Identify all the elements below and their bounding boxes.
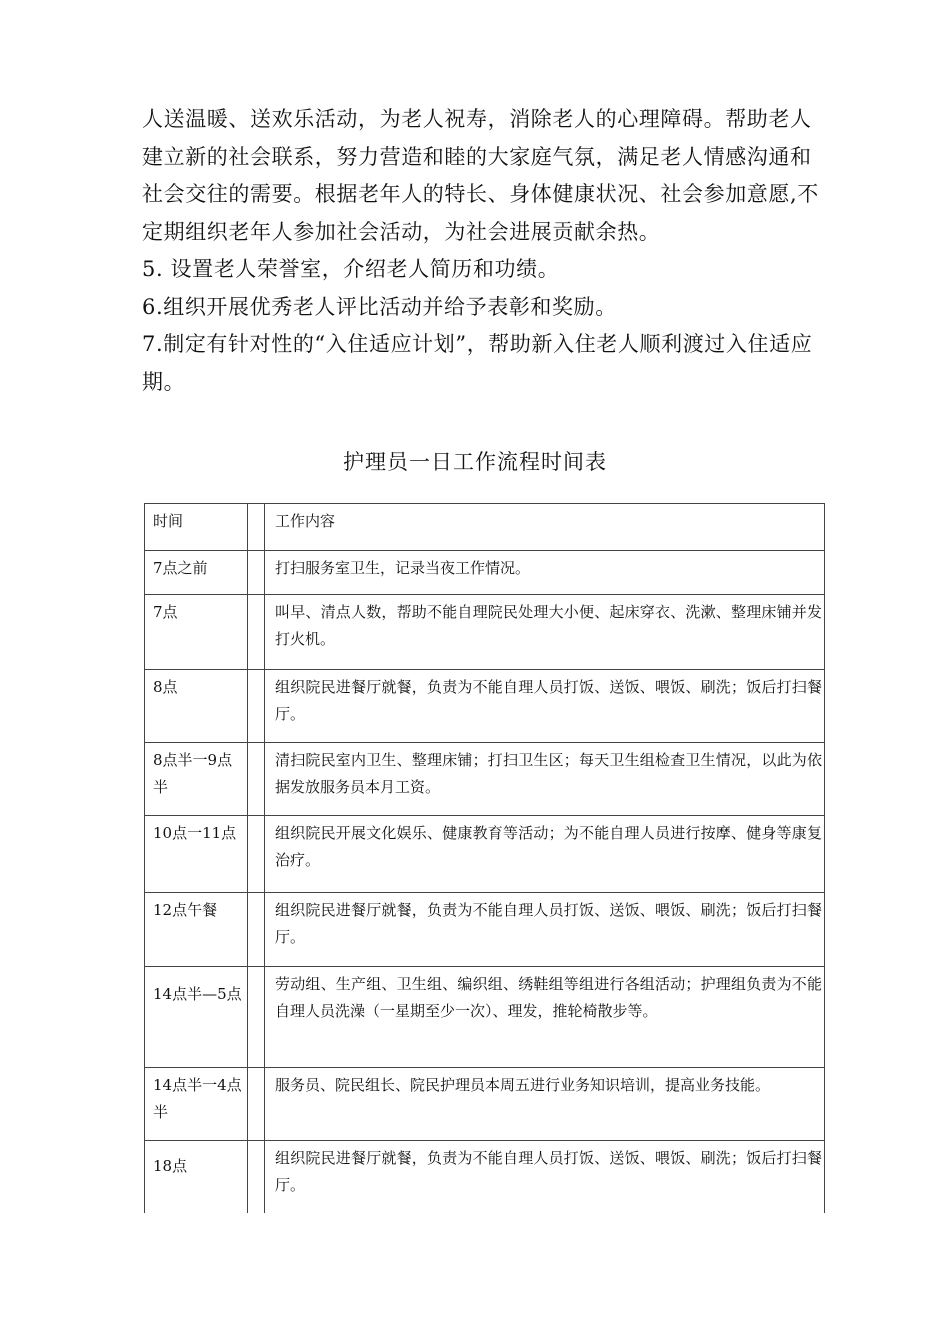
table-row (145, 670, 825, 743)
row-time: 8点 (145, 670, 248, 743)
row-content: 服务员、院民组长、院民护理员本周五进行业务知识培训，提高业务技能。 (265, 1068, 825, 1141)
table-row (145, 893, 825, 967)
schedule-table (144, 503, 825, 1213)
row-time: 8点半一9点半 (145, 743, 248, 816)
list-item-5: 5. 设置老人荣誉室，介绍老人简历和功绩。 (142, 257, 560, 281)
row-content: 清扫院民室内卫生、整理床铺；打扫卫生区；每天卫生组检查卫生情况，以此为依据发放服务员本月工资。 (265, 743, 825, 816)
row-content: 打扫服务室卫生，记录当夜工作情况。 (265, 551, 825, 595)
table-row (145, 551, 825, 595)
row-content: 劳动组、生产组、卫生组、编织组、绣鞋组等组进行各组活动；护理组负责为不能自理人员洗澡（一星期至少一次）、理发，推轮椅散步等。 (265, 967, 825, 1068)
table-row (145, 1141, 825, 1213)
header-content: 工作内容 (265, 504, 825, 551)
row-content: 组织院民进餐厅就餐，负责为不能自理人员打饭、送饭、喂饭、刷洗；饭后打扫餐厅。 (265, 893, 825, 967)
table-row (145, 816, 825, 893)
table-title: 护理员一日工作流程时间表 (343, 450, 607, 474)
paragraph-activities: 人送温暖、送欢乐活动，为老人祝寿，消除老人的心理障碍。帮助老人建立新的社会联系，努力营造和睦的大家庭气氛，满足老人情感沟通和社会交往的需要。根据老年人的特长、身体健康状况、社会参加意愿,不定期组织老年人参加社会活动，为社会进展贡献余热。 (142, 107, 819, 244)
table-header-row (145, 504, 825, 551)
header-gap (248, 504, 265, 551)
row-time: 12点午餐 (145, 893, 248, 967)
row-time: 18点 (145, 1141, 248, 1213)
row-time: 7点 (145, 595, 248, 670)
body-text (142, 101, 832, 401)
row-content: 组织院民进餐厅就餐，负责为不能自理人员打饭、送饭、喂饭、刷洗；饭后打扫餐厅。 (265, 1141, 825, 1213)
list-item-7: 7.制定有针对性的“入住适应计划”，帮助新入住老人顺利渡过入住适应期。 (142, 332, 813, 394)
row-content: 组织院民开展文化娱乐、健康教育等活动；为不能自理人员进行按摩、健身等康复治疗。 (265, 816, 825, 893)
table-row (145, 1068, 825, 1141)
table-row (145, 967, 825, 1068)
row-time: 14点半—5点 (145, 967, 248, 1068)
list-item-6: 6.组织开展优秀老人评比活动并给予表彰和奖励。 (142, 294, 617, 319)
row-content: 叫早、清点人数，帮助不能自理院民处理大小便、起床穿衣、洗漱、整理床铺并发打火机。 (265, 595, 825, 670)
row-time: 10点一11点 (145, 816, 248, 893)
row-content: 组织院民进餐厅就餐，负责为不能自理人员打饭、送饭、喂饭、刷洗；饭后打扫餐厅。 (265, 670, 825, 743)
row-time: 7点之前 (145, 551, 248, 595)
table-row (145, 743, 825, 816)
header-time: 时间 (145, 504, 248, 551)
row-time: 14点半一4点半 (145, 1068, 248, 1141)
table-row (145, 595, 825, 670)
